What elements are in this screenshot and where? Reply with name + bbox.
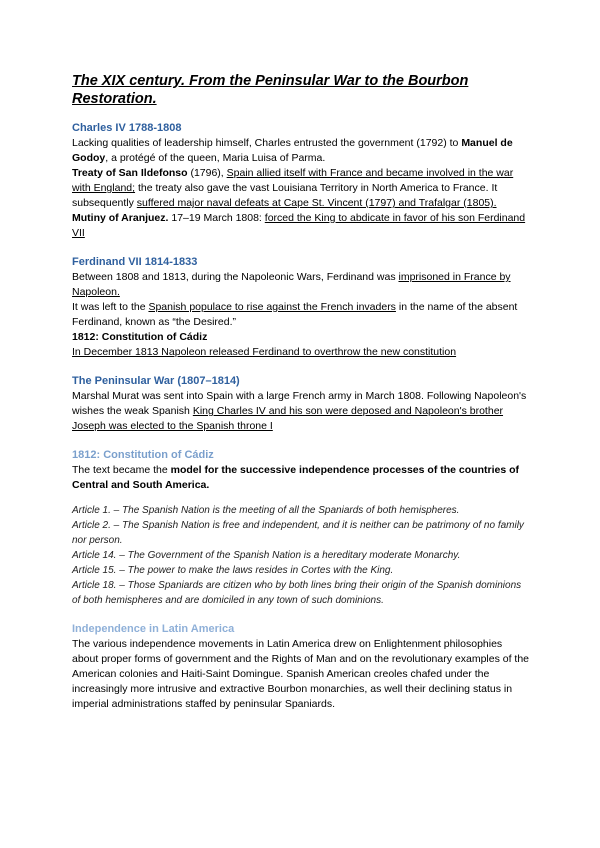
paragraph-charles-leadership: Lacking qualities of leadership himself, Charles entrusted the government (1792) to Manuel de Godoy, a protégé of the queen, Maria Luisa of Parma. <box>72 137 513 164</box>
article-item: Article 2. – The Spanish Nation is free and independent, and it is neither can be patrimony of no family nor person. <box>72 520 524 546</box>
paragraph-ferdinand-imprisoned: Between 1808 and 1813, during the Napoleonic Wars, Ferdinand was imprisoned in France by Napoleon. <box>72 271 511 298</box>
heading-ferdinand-vii: Ferdinand VII 1814-1833 <box>72 256 198 268</box>
heading-peninsular-war: The Peninsular War (1807–1814) <box>72 375 240 387</box>
heading-independence-latin-america: Independence in Latin America <box>72 623 235 635</box>
article-item: Article 1. – The Spanish Nation is the meeting of all the Spaniards of both hemispheres. <box>72 505 460 516</box>
article-item: Article 18. – Those Spaniards are citizen who by both lines bring their origin of the Spanish dominions of both hemispheres and are domiciled in any town of such dominions. <box>72 580 522 606</box>
heading-constitution-cadiz: 1812: Constitution of Cádiz <box>72 449 214 461</box>
document-page <box>72 72 530 712</box>
paragraph-napoleon-release: In December 1813 Napoleon released Ferdinand to overthrow the new constitution <box>72 346 457 358</box>
paragraph-constitution-cadiz-label: 1812: Constitution of Cádiz <box>72 331 208 343</box>
article-item: Article 14. – The Government of the Spanish Nation is a hereditary moderate Monarchy. <box>72 550 461 561</box>
article-item: Article 15. – The power to make the laws resides in Cortes with the King. <box>72 565 394 576</box>
paragraph-spanish-populace: It was left to the Spanish populace to rise against the French invaders in the name of the absent Ferdinand, known as “the Desired.” <box>72 301 518 328</box>
paragraph-mutiny-aranjuez: Mutiny of Aranjuez. 17–19 March 1808: forced the King to abdicate in favor of his son Ferdinand VII <box>72 212 526 239</box>
heading-charles-iv: Charles IV 1788-1808 <box>72 122 182 134</box>
paragraph-independence-movements: The various independence movements in Latin America drew on Enlightenment philosophies about proper forms of government and the Rights of Man and on the revolutionary examples of the American colonies and Haiti-Saint Domingue. Spanish American creoles chafed under the increasingly more intrusive and extractive Bourbon monarchies, as well their declining status in imperial administrations staffed by peninsular Spaniards. <box>72 638 530 710</box>
paragraph-constitution-model: The text became the model for the successive independence processes of the countries of Central and South America. <box>72 464 519 491</box>
paragraph-treaty-san-ildefonso: Treaty of San Ildefonso (1796), Spain allied itself with France and became involved in the war with England; the treaty also gave the vast Louisiana Territory in North America to France. It subsequently suffered major naval defeats at Cape St. Vincent (1797) and Trafalgar (1805). <box>72 167 514 209</box>
paragraph-marshal-murat: Marshal Murat was sent into Spain with a large French army in March 1808. Following Napoleon's wishes the weak Spanish King Charles IV and his son were deposed and Napoleon's brother Joseph was elected to the Spanish throne I <box>72 390 527 432</box>
document-title: The XIX century. From the Peninsular War to the Bourbon Restoration. <box>72 73 469 107</box>
